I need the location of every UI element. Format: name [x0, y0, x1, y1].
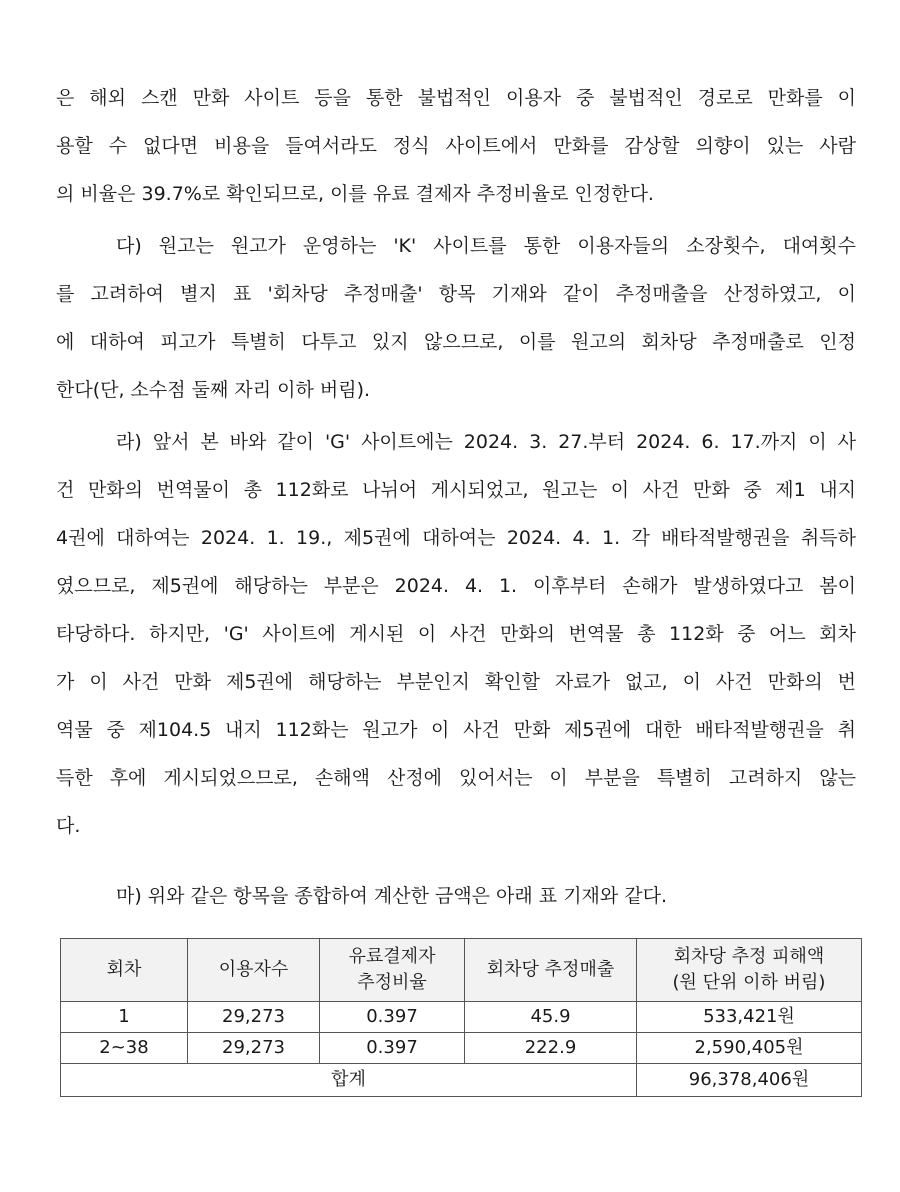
- paragraph-ma: [56, 872, 856, 920]
- text-line: 4권에 대하여는 2024. 1. 19., 제5권에 대하여는 2024. 4. 1. 각 배타적발행권을 취득하: [56, 527, 856, 549]
- paragraph-intro: [56, 74, 856, 218]
- header-paid-ratio: 유료결제자 추정비율: [320, 939, 465, 1002]
- cell-est-damage: 2,590,405원: [637, 1033, 862, 1064]
- cell-users: 29,273: [188, 1033, 320, 1064]
- text-line: 은 해외 스캔 만화 사이트 등을 통한 불법적인 이용자 중 불법적인 경로로 만화를 이: [56, 87, 856, 109]
- table-row: [61, 1002, 862, 1033]
- text-line: 가 이 사건 만화 제5권에 해당하는 부분인지 확인할 자료가 없고, 이 사건 만화의 번: [56, 671, 856, 693]
- header-est-damage: 회차당 추정 피해액 (원 단위 이하 버림): [637, 939, 862, 1002]
- table-total-row: [61, 1064, 862, 1097]
- text-line: 용할 수 없다면 비용을 들여서라도 정식 사이트에서 만화를 감상할 의향이 있는 사람: [56, 135, 856, 157]
- cell-est-sales: 222.9: [465, 1033, 637, 1064]
- cell-episode: 2~38: [61, 1033, 188, 1064]
- text-line: 타당하다. 하지만, 'G' 사이트에 게시된 이 사건 만화의 번역물 총 112화 중 어느 회차: [56, 623, 856, 645]
- text-line: 마) 위와 같은 항목을 종합하여 계산한 금액은 아래 표 기재와 같다.: [116, 885, 668, 907]
- cell-paid-ratio: 0.397: [320, 1033, 465, 1064]
- header-est-sales: 회차당 추정매출: [465, 939, 637, 1002]
- cell-est-damage: 533,421원: [637, 1002, 862, 1033]
- header-episode: 회차: [61, 939, 188, 1002]
- total-label: 합계: [61, 1064, 637, 1097]
- cell-est-sales: 45.9: [465, 1002, 637, 1033]
- table-header-row: [61, 939, 862, 1002]
- damages-table: [60, 938, 862, 1097]
- paragraph-ra: [56, 418, 856, 850]
- total-value: 96,378,406원: [637, 1064, 862, 1097]
- text-line: 에 대하여 피고가 특별히 다투고 있지 않으므로, 이를 원고의 회차당 추정매출로 인정: [56, 331, 856, 353]
- text-line: 득한 후에 게시되었으므로, 손해액 산정에 있어서는 이 부분을 특별히 고려하지 않는: [56, 767, 856, 789]
- table-row: [61, 1033, 862, 1064]
- text-line: 였으므로, 제5권에 해당하는 부분은 2024. 4. 1. 이후부터 손해가 발생하였다고 봄이: [56, 575, 856, 597]
- text-line: 를 고려하여 별지 표 '회차당 추정매출' 항목 기재와 같이 추정매출을 산정하였고, 이: [56, 283, 856, 305]
- cell-episode: 1: [61, 1002, 188, 1033]
- text-line: 다.: [56, 815, 81, 837]
- text-line: 건 만화의 번역물이 총 112화로 나뉘어 게시되었고, 원고는 이 사건 만화 중 제1 내지: [56, 479, 856, 501]
- text-line: 라) 앞서 본 바와 같이 'G' 사이트에는 2024. 3. 27.부터 2024. 6. 17.까지 이 사: [116, 431, 856, 453]
- paragraph-da: [56, 222, 856, 414]
- cell-paid-ratio: 0.397: [320, 1002, 465, 1033]
- text-line: 역물 중 제104.5 내지 112화는 원고가 이 사건 만화 제5권에 대한 배타적발행권을 취: [56, 719, 856, 741]
- cell-users: 29,273: [188, 1002, 320, 1033]
- text-line: 다) 원고는 원고가 운영하는 'K' 사이트를 통한 이용자들의 소장횟수, 대여횟수: [116, 235, 856, 257]
- header-users: 이용자수: [188, 939, 320, 1002]
- text-line: 한다(단, 소수점 둘째 자리 이하 버림).: [56, 379, 371, 401]
- text-line: 의 비율은 39.7%로 확인되므로, 이를 유료 결제자 추정비율로 인정한다.: [56, 183, 654, 205]
